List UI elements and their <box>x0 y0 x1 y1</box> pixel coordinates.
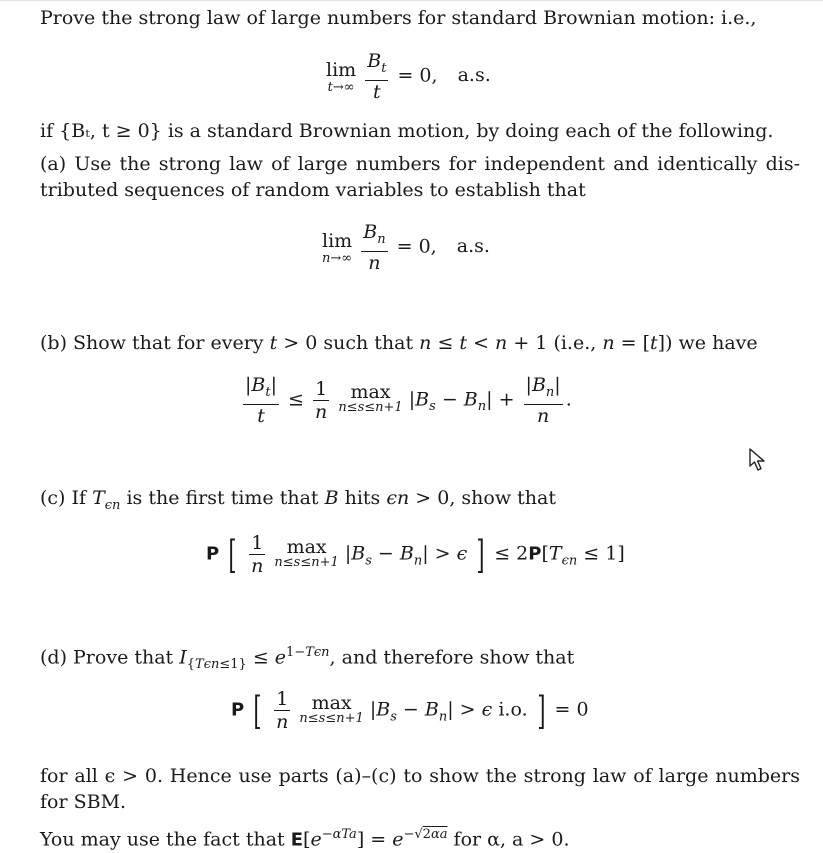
intro-equation: lim t→∞ $\frac{B_t}{t}$ = 0, a.s. <box>326 50 491 103</box>
part-a-equation: lim n→∞ $\frac{B_n}{n}$ = 0, a.s. <box>322 221 490 274</box>
part-a-line-1: (a) Use the strong law of large numbers for independent and identically dis- <box>40 153 800 175</box>
part-c-inequality: P [ $\frac{1}{n}$ max n≤s≤n+1 $|B_s - B_n| > \epsilon$ ] ≤ $2P[T_{\epsilon n} \le 1]$ <box>206 532 625 577</box>
max-operator: max n≤s≤n+1 <box>338 381 403 416</box>
fraction-1-over-n: $\frac{1}{n}$ <box>251 532 264 577</box>
part-d-line-3: for SBM. <box>40 791 127 813</box>
fraction-abs-bn-over-n: $\frac{|B_n|}{n}$ <box>525 374 561 427</box>
hint-line: You may use the fact that $E[e^{-\alpha Ta}] = e^{-√2\alpha a}$ for α, a > 0. <box>40 827 570 851</box>
fraction-1-over-n: $\frac{1}{n}$ <box>315 377 328 423</box>
part-c-line-1: (c) If $T_{\epsilon n}$ is the first time that B hits ϵn > 0, show that <box>40 487 556 513</box>
part-d-line-2: for all ϵ > 0. Hence use parts (a)–(c) to show the strong law of large numbers <box>40 765 800 787</box>
intro-line-2: if {Bₜ, t ≥ 0} is a standard Brownian motion, by doing each of the following. <box>40 120 774 142</box>
part-d-equation: P [ $\frac{1}{n}$ max n≤s≤n+1 $|B_s - B_n| > \epsilon$ i.o. ] = 0 <box>231 688 589 733</box>
mouse-pointer-icon <box>748 447 768 473</box>
limit-operator: lim n→∞ <box>322 229 353 266</box>
part-d-line-1: (d) Prove that $I_{\{T\epsilon n\le 1\}} \le e^{1-T\epsilon n}$, and therefore show that <box>40 645 575 673</box>
fraction-bn-over-n: $\frac{B_n}{n}$ <box>363 221 386 274</box>
fraction-abs-bt-over-t: $\frac{|B_t|}{t}$ <box>245 374 278 427</box>
fraction-bt-over-t: $\frac{B_t}{t}$ <box>367 50 387 103</box>
max-operator: max n≤s≤n+1 <box>274 535 339 570</box>
top-border <box>0 0 823 1</box>
intro-line-1: Prove the strong law of large numbers for standard Brownian motion: i.e., <box>40 7 757 29</box>
max-operator: max n≤s≤n+1 <box>299 691 364 726</box>
part-b-inequality: $\frac{|B_t|}{t}$ ≤ $\frac{1}{n}$ max n≤s≤n+1 $|B_s - B_n|$ + $\frac{|B_n|}{n}$ . <box>245 374 572 427</box>
limit-operator: lim t→∞ <box>326 58 357 95</box>
fraction-1-over-n: $\frac{1}{n}$ <box>276 688 289 733</box>
part-b-line-1: (b) Show that for every t > 0 such that n ≤ t < n + 1 (i.e., n = [t]) we have <box>40 332 758 354</box>
part-a-line-2: tributed sequences of random variables to establish that <box>40 179 586 201</box>
